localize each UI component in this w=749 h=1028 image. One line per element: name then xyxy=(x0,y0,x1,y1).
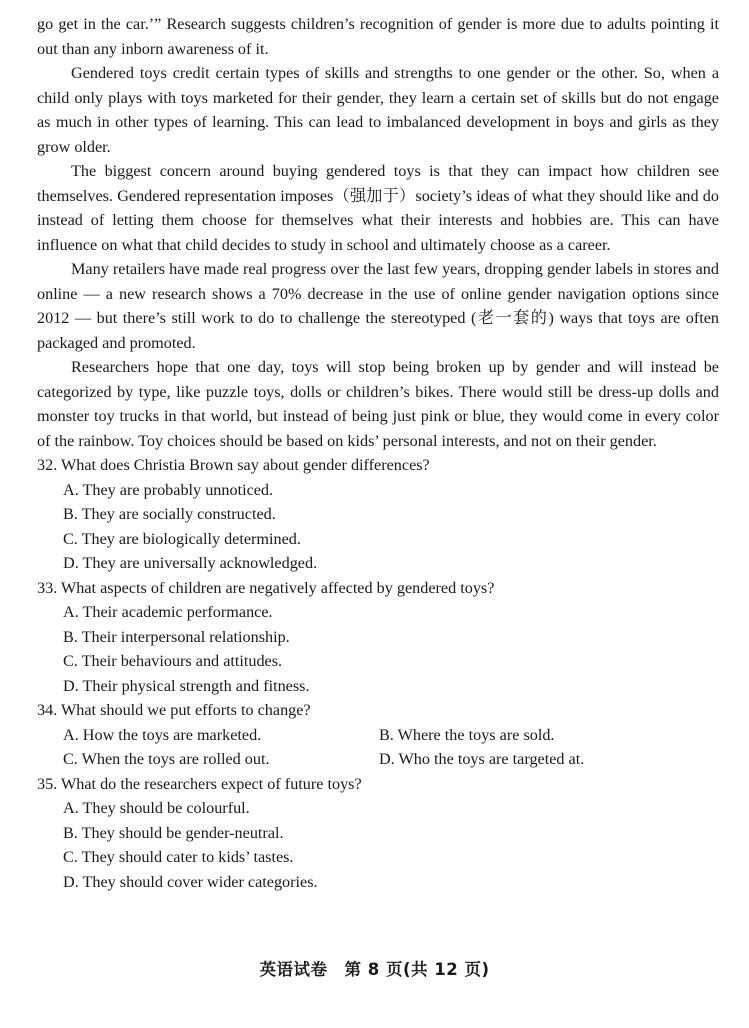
option-b: B. They are socially constructed. xyxy=(63,505,276,523)
question-34 xyxy=(37,698,719,772)
question-stem: 32. What does Christia Brown say about gender differences? xyxy=(37,456,430,474)
question-list xyxy=(37,453,719,894)
passage-paragraph: Gendered toys credit certain types of skills and strengths to one gender or the other. So, when a child only plays with toys marketed for their gender, they learn a certain set of skills but do not engage as much in other types of learning. This can lead to imbalanced development in boys and girls as they grow older. xyxy=(37,64,719,156)
question-stem: 34. What should we put efforts to change? xyxy=(37,701,311,719)
passage-paragraph: go get in the car.’” Research suggests children’s recognition of gender is more due to adults pointing it out than any inborn awareness of it. xyxy=(37,15,719,58)
page-footer: 英语试卷 第 8 页(共 12 页) xyxy=(259,960,490,979)
option-c: C. When the toys are rolled out. xyxy=(63,750,270,768)
option-c: C. They are biologically determined. xyxy=(63,529,301,548)
passage-paragraph: The biggest concern around buying gendered toys is that they can impact how children see themselves. Gendered representation imposes（强加于）society’s ideas of what they should like and do instead of letting them choose for themselves what their interests and hobbies are. This can have influence on what that child decides to study in school and ultimately choose as a career. xyxy=(37,162,719,254)
option-a: A. They should be colourful. xyxy=(63,799,250,817)
question-33 xyxy=(37,576,719,699)
option-d: D. They are universally acknowledged. xyxy=(63,554,318,572)
option-a: A. They are probably unnoticed. xyxy=(63,480,274,499)
option-a: A. How the toys are marketed. xyxy=(63,725,262,744)
option-b: B. They should be gender-neutral. xyxy=(63,823,284,842)
passage-paragraph: Researchers hope that one day, toys will stop being broken up by gender and will instead be categorized by type, like puzzle toys, dolls or children’s bikes. There would still be dress-up dolls and monster toy trucks in that world, but instead of being just pink or blue, they would come in every color of the rainbow. Toy choices should be based on kids’ personal interests, and not on their gender. xyxy=(37,358,719,450)
option-a: A. Their academic performance. xyxy=(63,603,273,621)
passage-paragraph: Many retailers have made real progress over the last few years, dropping gender labels in stores and online — a new research shows a 70% decrease in the use of online gender navigation options since 2012 — but there’s still work to do to challenge the stereotyped (老一套的) ways that toys are often packaged and promoted. xyxy=(37,260,719,352)
option-row xyxy=(37,747,719,772)
option-d: D. Who the toys are targeted at. xyxy=(379,750,585,768)
option-c: C. Their behaviours and attitudes. xyxy=(63,652,283,670)
reading-passage xyxy=(37,12,719,453)
option-row xyxy=(37,723,719,748)
question-stem: 33. What aspects of children are negatively affected by gendered toys? xyxy=(37,578,495,597)
question-stem: 35. What do the researchers expect of future toys? xyxy=(37,774,362,793)
question-35 xyxy=(37,772,719,895)
option-c: C. They should cater to kids’ tastes. xyxy=(63,848,294,866)
option-d: D. Their physical strength and fitness. xyxy=(63,676,310,695)
question-32 xyxy=(37,453,719,576)
option-d: D. They should cover wider categories. xyxy=(63,872,318,891)
option-b: B. Where the toys are sold. xyxy=(379,725,555,744)
option-b: B. Their interpersonal relationship. xyxy=(63,627,290,646)
